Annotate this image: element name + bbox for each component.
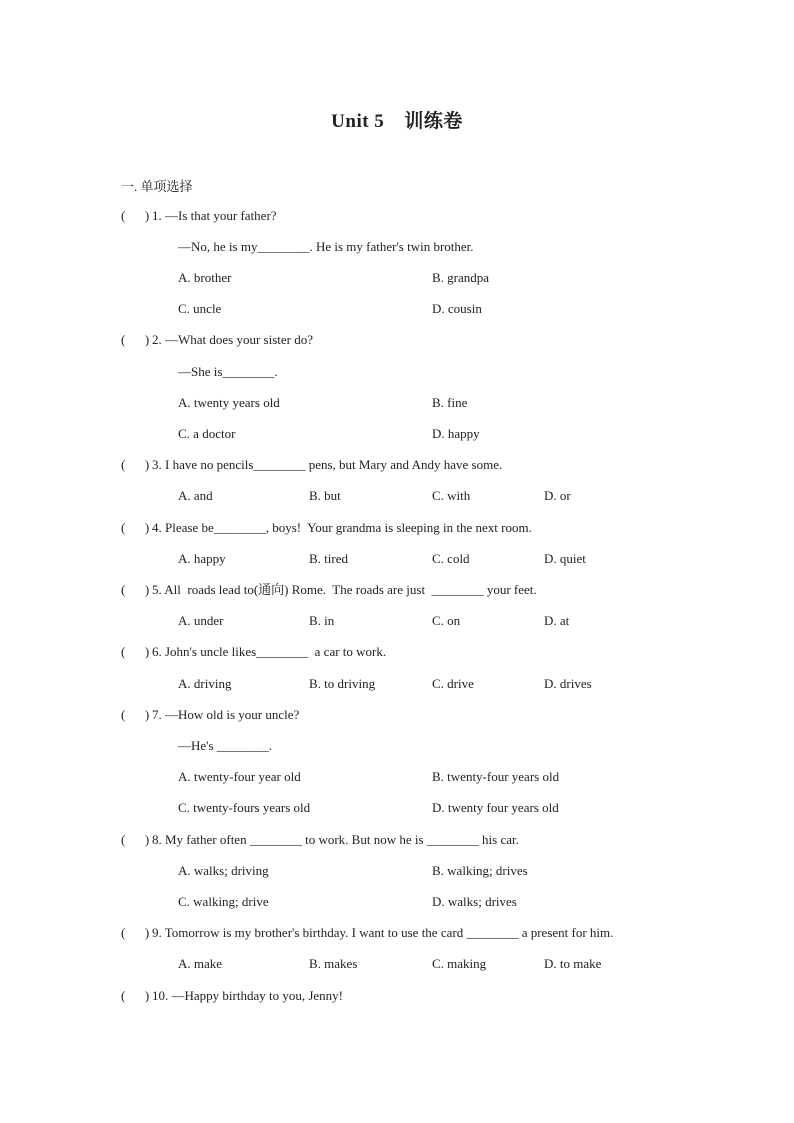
- option-a: A. under: [178, 613, 224, 628]
- option-b: B. to driving: [309, 676, 376, 691]
- question-stem: 6. John's uncle likes________ a car to work.: [152, 644, 387, 659]
- option-c: C. drive: [432, 676, 474, 691]
- question-stem: 7. —How old is your uncle?: [152, 707, 300, 722]
- option-a: A. twenty-four year old: [178, 769, 301, 784]
- page-title: [0, 106, 794, 133]
- option-a: A. brother: [178, 270, 232, 285]
- option-b: B. grandpa: [432, 270, 490, 285]
- answer-blank[interactable]: ( ): [121, 208, 150, 223]
- option-d: D. quiet: [544, 551, 586, 566]
- answer-blank[interactable]: ( ): [121, 644, 150, 659]
- option-c: C. on: [432, 613, 461, 628]
- question-stem: 4. Please be________, boys! Your grandma is sleeping in the next room.: [152, 520, 532, 535]
- title-name: 训练卷: [404, 111, 463, 132]
- question-stem: 8. My father often ________ to work. But now he is ________ his car.: [152, 832, 519, 847]
- option-d: D. at: [544, 613, 570, 628]
- option-a: A. walks; driving: [178, 863, 269, 878]
- option-b: B. twenty-four years old: [432, 769, 560, 784]
- option-a: A. twenty years old: [178, 395, 280, 410]
- option-d: D. drives: [544, 676, 592, 691]
- option-b: B. walking; drives: [432, 863, 528, 878]
- answer-blank[interactable]: ( ): [121, 520, 150, 535]
- option-c: C. cold: [432, 551, 470, 566]
- option-d: D. to make: [544, 956, 602, 971]
- option-a: A. make: [178, 956, 223, 971]
- option-c: C. a doctor: [178, 426, 236, 441]
- answer-blank[interactable]: ( ): [121, 925, 150, 940]
- option-c: C. twenty-fours years old: [178, 800, 311, 815]
- option-b: B. in: [309, 613, 335, 628]
- question-sub: —No, he is my________. He is my father's twin brother.: [178, 239, 474, 254]
- option-d: D. twenty four years old: [432, 800, 559, 815]
- question-stem: 10. —Happy birthday to you, Jenny!: [152, 988, 344, 1003]
- option-b: B. fine: [432, 395, 468, 410]
- option-d: D. or: [544, 488, 571, 503]
- answer-blank[interactable]: ( ): [121, 707, 150, 722]
- answer-blank[interactable]: ( ): [121, 582, 150, 597]
- question-stem: 9. Tomorrow is my brother's birthday. I want to use the card ________ a present for him.: [152, 925, 614, 940]
- question-sub: —She is________.: [178, 364, 278, 379]
- answer-blank[interactable]: ( ): [121, 832, 150, 847]
- option-c: C. with: [432, 488, 471, 503]
- option-b: B. makes: [309, 956, 358, 971]
- question-stem: 3. I have no pencils________ pens, but Mary and Andy have some.: [152, 457, 503, 472]
- option-c: C. walking; drive: [178, 894, 269, 909]
- option-b: B. tired: [309, 551, 348, 566]
- option-c: C. making: [432, 956, 487, 971]
- option-a: A. happy: [178, 551, 226, 566]
- option-d: D. cousin: [432, 301, 482, 316]
- option-a: A. driving: [178, 676, 232, 691]
- answer-blank[interactable]: ( ): [121, 988, 150, 1003]
- question-sub: —He's ________.: [178, 738, 273, 753]
- option-d: D. happy: [432, 426, 480, 441]
- question-stem: 5. All roads lead to(通向) Rome. The roads are just ________ your feet.: [152, 582, 537, 597]
- option-a: A. and: [178, 488, 213, 503]
- option-d: D. walks; drives: [432, 894, 517, 909]
- answer-blank[interactable]: ( ): [121, 457, 150, 472]
- answer-blank[interactable]: ( ): [121, 332, 150, 347]
- question-stem: 2. —What does your sister do?: [152, 332, 314, 347]
- option-b: B. but: [309, 488, 341, 503]
- option-c: C. uncle: [178, 301, 222, 316]
- question-stem: 1. —Is that your father?: [152, 208, 277, 223]
- section-heading: 一. 单项选择: [121, 179, 193, 194]
- title-unit: Unit 5: [331, 111, 385, 132]
